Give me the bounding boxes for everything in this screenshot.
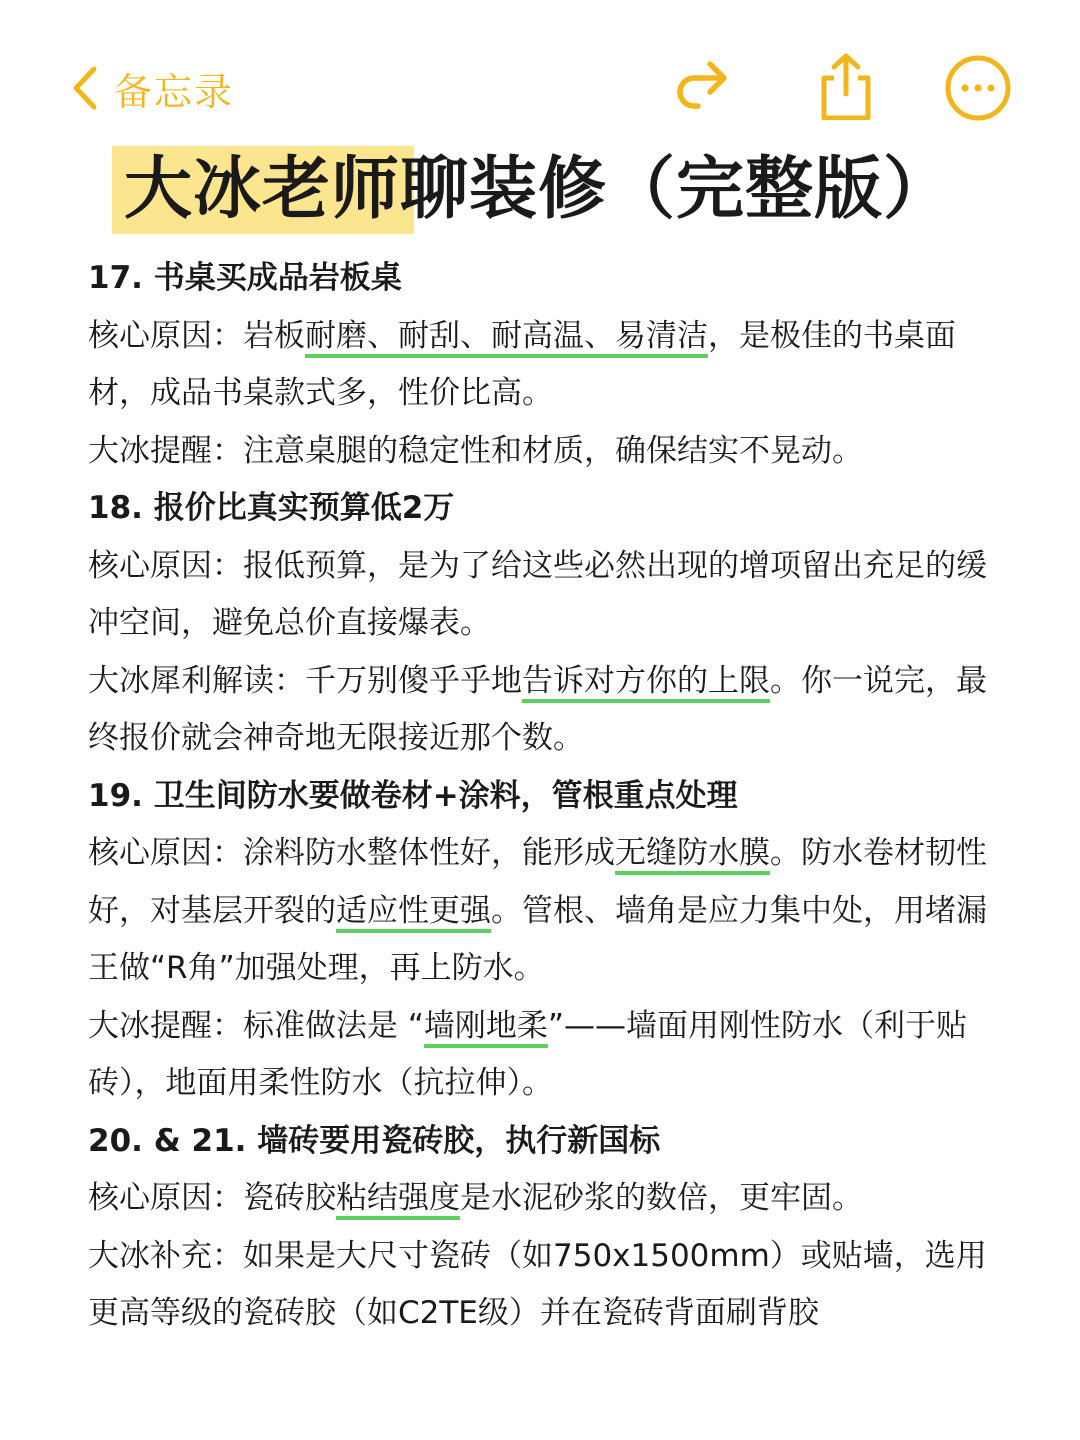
back-button[interactable] (68, 60, 234, 116)
nav-bar (0, 0, 1080, 170)
section-paragraph: 核心原因：瓷砖胶粘结强度是水泥砂浆的数倍，更牢固。 (88, 1170, 998, 1228)
note-body[interactable] (88, 250, 998, 1343)
more-icon (944, 54, 1012, 122)
more-button[interactable] (944, 54, 1012, 122)
redo-button[interactable] (668, 54, 736, 122)
section-heading: 19. 卫生间防水要做卷材+涂料，管根重点处理 (88, 777, 738, 814)
section-heading: 17. 书桌买成品岩板桌 (88, 260, 402, 296)
section-paragraph: 大冰提醒：标准做法是 “墙刚地柔”——墙面用刚性防水（利于贴砖），地面用柔性防水（抗拉伸）。 (88, 1007, 967, 1101)
chevron-left-icon (68, 63, 102, 113)
underlined-text: 墙刚地柔 (424, 1008, 548, 1048)
section-paragraph: 核心原因：涂料防水整体性好，能形成无缝防水膜。防水卷材韧性好，对基层开裂的适应性更强。管根、墙角是应力集中处，用堵漏王做“R角”加强处理，再上防水。 (88, 835, 987, 986)
underlined-text: 告诉对方你的上限 (522, 663, 770, 703)
section-paragraph: 核心原因：报低预算，是为了给这些必然出现的增项留出充足的缓冲空间，避免总价直接爆表。 (88, 547, 987, 641)
share-icon (812, 52, 880, 120)
note-title (112, 146, 952, 238)
underlined-text: 耐磨、耐刮、耐高温、易清洁 (305, 318, 708, 358)
section-paragraph: 核心原因：岩板耐磨、耐刮、耐高温、易清洁，是极佳的书桌面材，成品书桌款式多，性价比高。 (88, 317, 956, 411)
share-button[interactable] (812, 52, 880, 120)
section-heading: 20. & 21. 墙砖要用瓷砖胶，执行新国标 (88, 1122, 661, 1159)
title-highlighted-text: 大冰老师 (124, 150, 401, 229)
section-paragraph: 大冰补充：如果是大尺寸瓷砖（如750x1500mm）或贴墙，选用更高等级的瓷砖胶（如C2TE级）并在瓷砖背面刷背胶 (88, 1237, 987, 1331)
redo-icon (668, 54, 736, 122)
title-rest-text: 聊装修（完整版） (400, 150, 953, 229)
section-heading: 18. 报价比真实预算低2万 (88, 490, 455, 526)
back-label: 备忘录 (114, 69, 235, 114)
section-paragraph: 大冰犀利解读：千万别傻乎乎地告诉对方你的上限。你一说完，最终报价就会神奇地无限接近那个数。 (88, 662, 987, 756)
underlined-text: 无缝防水膜 (615, 835, 770, 875)
underlined-text: 适应性更强 (336, 893, 491, 933)
underlined-text: 粘结强度 (336, 1180, 460, 1220)
section-paragraph: 大冰提醒：注意桌腿的稳定性和材质，确保结实不晃动。 (88, 432, 863, 469)
